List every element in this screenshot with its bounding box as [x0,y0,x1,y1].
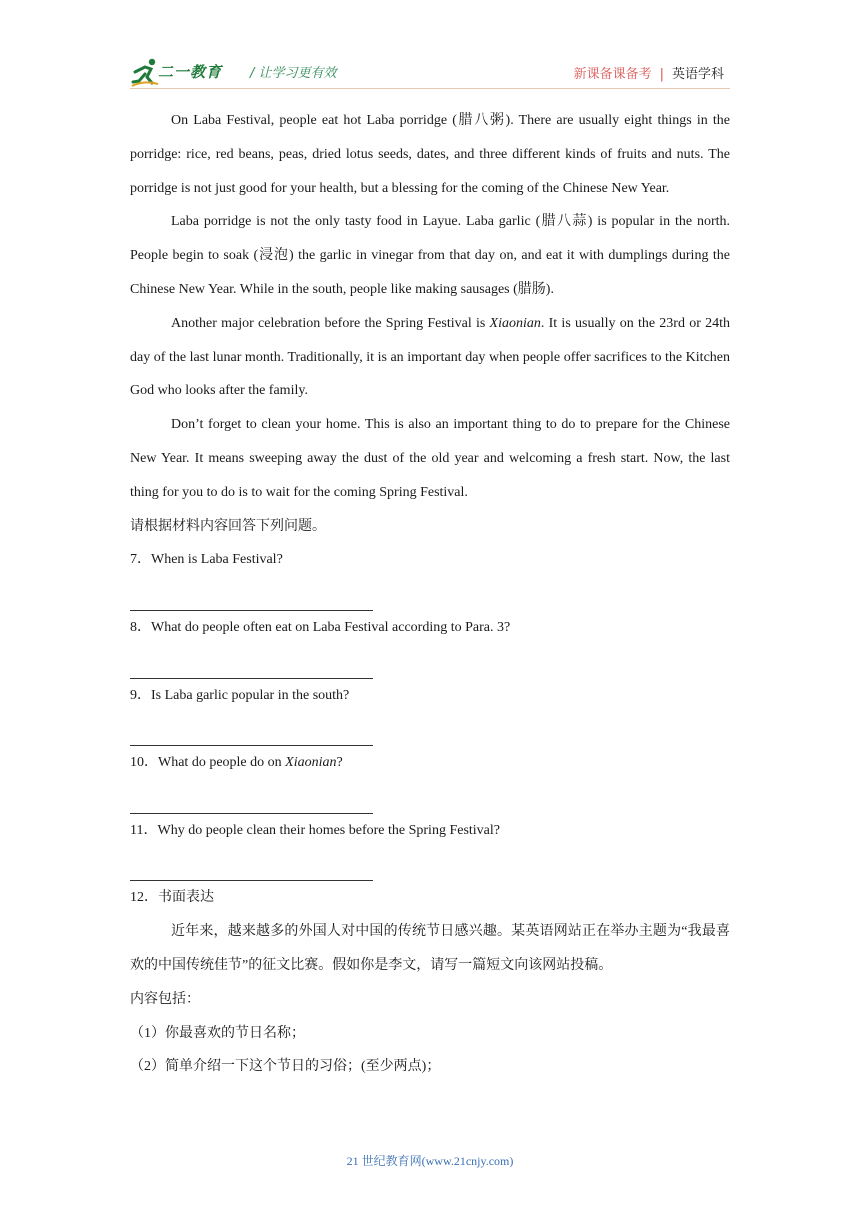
passage-paragraph-2: Laba porridge is not the only tasty food in Layue. Laba garlic (腊八蒜) is popular in the north. People begin to soak (浸泡) the garlic in vinegar from that day on, and eat it with dumplings during the Chinese New Year. While in the south, people like making sausages (腊肠). [130,214,730,297]
slogan: / 让学习更有效 [250,66,337,81]
q10-text-after: ? [336,755,343,771]
page-header [130,56,730,90]
q10-italic-term: Xiaonian [285,755,337,771]
passage-paragraph-1: On Laba Festival, people eat hot Laba porridge (腊八粥). There are usually eight things in the porridge: rice, red beans, peas, dried lotus seeds, dates, and three different kinds of fruits and nuts. The porridge is not just good for your health, but a blessing for the coming of the Chinese New Year. [130,113,730,196]
writing-item-2: （2）简单介绍一下这个节日的习俗；(至少两点)； [130,1059,441,1075]
question-7: 7．When is Laba Festival? [130,552,283,568]
writing-prompt: 近年来，越来越多的外国人对中国的传统节日感兴趣。某英语网站正在举办主题为“我最喜欢的中国传统佳节”的征文比赛。假如你是李文，请写一篇短文向该网站投稿。 [130,924,730,973]
runner-icon [130,56,160,90]
header-course-label: 新课备课备考 [573,67,652,82]
answer-line-11[interactable] [130,848,373,882]
instruction: 请根据材料内容回答下列问题。 [130,518,326,534]
question-11: 11．Why do people clean their homes before the Spring Festival? [130,822,500,838]
header-divider [130,88,730,89]
passage-paragraph-4: Don’t forget to clean your home. This is also an important thing to do to prepare for the Chinese New Year. It means sweeping away the dust of the old year and welcoming a fresh start. Now, the last thing for you to do is to wait for the coming Spring Festival. [130,417,730,500]
answer-line-8[interactable] [130,645,373,679]
p3-text-after: . It is usually on the 23rd or 24th day of the last lunar month. Traditionally, it is an important day when people offer sacrifices to the Kitchen God who looks after the family. [130,315,730,399]
answer-line-9[interactable] [130,712,373,746]
answer-line-10[interactable] [130,780,373,814]
logo [130,56,242,90]
q10-text-before: 10．What do people do on [130,755,286,771]
answer-line-7[interactable] [130,577,373,611]
header-subject-label: 英语学科 [671,67,724,82]
question-9: 9．Is Laba garlic popular in the south? [130,687,350,703]
question-10 [130,746,730,780]
writing-title: 12．书面表达 [130,890,214,906]
writing-item-1: （1）你最喜欢的节日名称； [130,1025,305,1041]
document-body [130,104,730,1084]
p3-text-before: Another major celebration before the Spring Festival is [171,315,490,331]
header-subject [574,63,724,82]
p3-italic-term: Xiaonian [489,315,541,331]
header-separator: | [659,67,664,82]
passage-paragraph-3 [130,307,730,408]
logo-text: 二一教育 [158,63,223,81]
page-footer: 21 世纪教育网(www.21cnjy.com) [346,1154,514,1168]
question-8: 8．What do people often eat on Laba Festival according to Para. 3? [130,619,511,635]
writing-content-label: 内容包括： [130,991,200,1007]
